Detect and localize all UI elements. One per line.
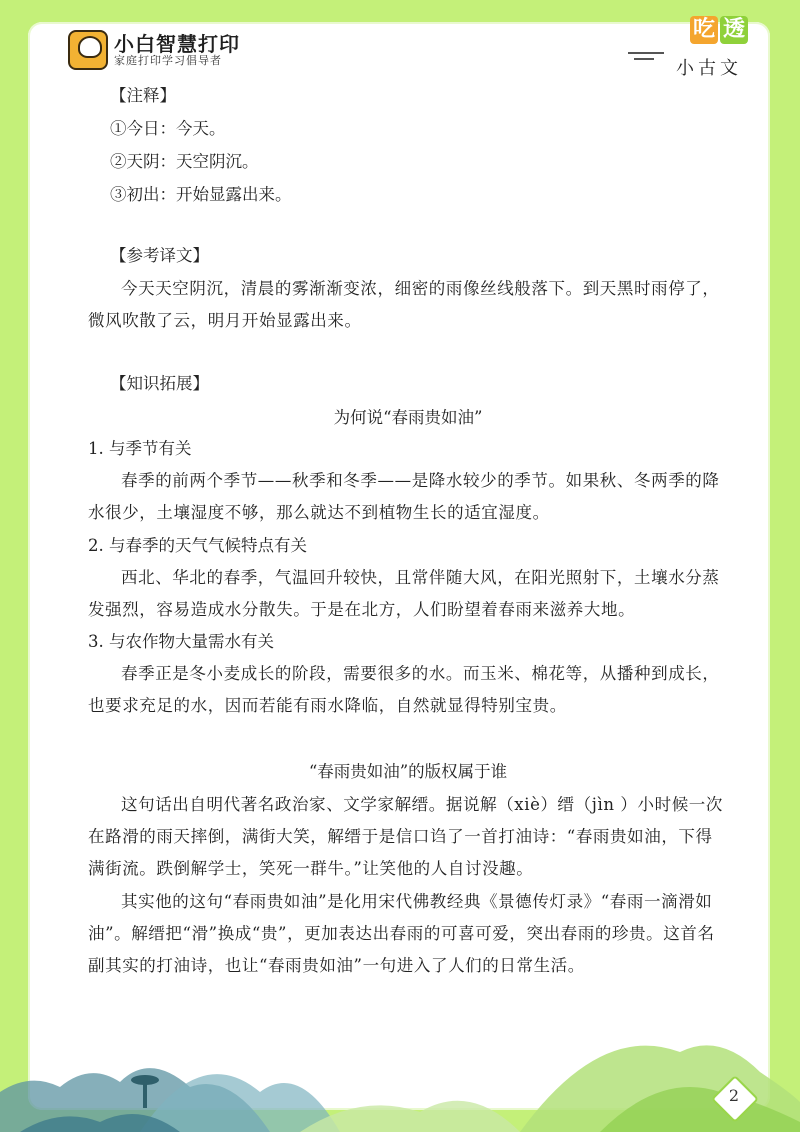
note-item: ③初出：开始显露出来。	[110, 185, 292, 204]
logo-title: 小白智慧打印	[114, 31, 240, 56]
translation-text: 今天天空阴沉，清晨的雾渐渐变浓，细密的雨像丝线般落下。到天黑时雨停了，微风吹散了云，明月开始显露出来。	[88, 279, 720, 330]
series-brand	[638, 14, 748, 84]
translation-heading: 【参考译文】	[110, 246, 209, 265]
logo-subtitle: 家庭打印学习倡导者	[114, 53, 222, 67]
person-icon	[143, 1082, 147, 1108]
publisher-logo	[68, 30, 240, 70]
frame-decoration	[39, 253, 48, 261]
brand-char-tou: 透	[720, 16, 748, 44]
copyright-paragraph: 其实他的这句“春雨贵如油”是化用宋代佛教经典《景德传灯录》“春雨一滴滑如油”。解缙把“滑”换成“贵”，更加表达出春雨的可喜可爱，突出春雨的珍贵。这首名副其实的打油诗，也让“春雨贵如油”一句进入了人们的日常生活。	[88, 892, 715, 975]
section-text: 春季正是冬小麦成长的阶段，需要很多的水。而玉米、棉花等，从播种到成长，也要求充足的水，因而若能有雨水降临，自然就显得特别宝贵。	[88, 664, 720, 715]
frame-decoration	[39, 241, 48, 249]
frame-decoration	[751, 151, 760, 159]
frame-decoration	[39, 265, 48, 273]
frame-decoration	[751, 139, 760, 147]
page-number: 2	[728, 1086, 740, 1105]
section-heading: 1. 与季节有关	[88, 439, 192, 458]
section-heading: 2. 与春季的天气气候特点有关	[88, 536, 307, 555]
copyright-paragraph: 这句话出自明代著名政治家、文学家解缙。据说解（xiè）缙（jìn ）小时候一次在路滑的雨天摔倒，满街大笑，解缙于是信口诌了一首打油诗：“春雨贵如油，下得满街流。跌倒解学士，笑死一群牛。”让笑他的人自讨没趣。	[88, 795, 724, 878]
knowledge-heading: 【知识拓展】	[110, 374, 209, 393]
section-text: 春季的前两个季节——秋季和冬季——是降水较少的季节。如果秋、冬两季的降水很少，土壤湿度不够，那么就达不到植物生长的适宜湿度。	[88, 471, 720, 522]
note-item: ①今日：今天。	[110, 119, 226, 138]
dog-icon	[68, 30, 108, 70]
frame-decoration	[39, 229, 48, 237]
frame-decoration	[751, 163, 760, 171]
landscape-illustration	[0, 982, 800, 1132]
brand-subtitle: 小古文	[676, 58, 742, 79]
note-item: ②天阴：天空阴沉。	[110, 152, 259, 171]
frame-decoration	[751, 175, 760, 183]
page-number-badge	[712, 1076, 756, 1120]
knowledge-title: 为何说“春雨贵如油”	[333, 408, 483, 427]
section-text: 西北、华北的春季，气温回升较快，且常伴随大风，在阳光照射下，土壤水分蒸发强烈，容易造成水分散失。于是在北方，人们盼望着春雨来滋养大地。	[88, 568, 720, 619]
copyright-title: “春雨贵如油”的版权属于谁	[308, 762, 508, 781]
notes-heading: 【注释】	[110, 86, 176, 105]
section-heading: 3. 与农作物大量需水有关	[88, 632, 274, 651]
brand-char-chi: 吃	[690, 16, 718, 44]
